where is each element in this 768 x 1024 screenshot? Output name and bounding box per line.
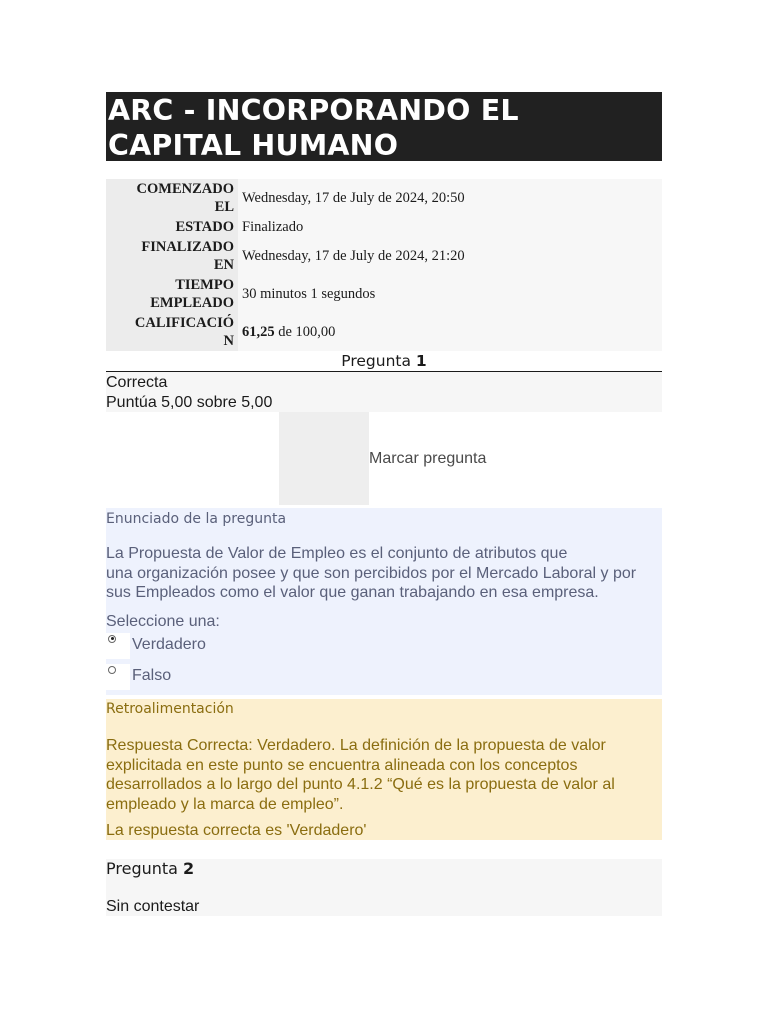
- summary-value: Wednesday, 17 de July de 2024, 21:20: [238, 237, 662, 275]
- summary-row-finished: [106, 237, 662, 275]
- summary-label: CALIFICACIÓ N: [106, 313, 238, 351]
- quiz-review: [106, 92, 662, 916]
- answer-label: Falso: [132, 666, 172, 684]
- summary-label: ESTADO: [106, 217, 238, 237]
- statement-label: Enunciado de la pregunta: [106, 511, 287, 527]
- answer-option-verdadero[interactable]: [106, 631, 662, 662]
- flag-question[interactable]: [106, 412, 662, 508]
- attempt-summary-table: [106, 179, 662, 351]
- summary-row-time: [106, 275, 662, 313]
- summary-value: Finalizado: [238, 217, 662, 237]
- summary-label: COMENZADO EL: [106, 179, 238, 217]
- question-1-feedback: [106, 699, 662, 840]
- radio-unselected-icon[interactable]: [106, 664, 130, 690]
- right-answer: La respuesta correcta es 'Verdadero': [106, 822, 367, 839]
- answer-label: Verdadero: [132, 635, 206, 653]
- summary-value: Wednesday, 17 de July de 2024, 20:50: [238, 179, 662, 217]
- question-2-heading: Pregunta 2: [106, 859, 195, 878]
- page-title: ARC - INCORPORANDO EL CAPITAL HUMANO: [106, 92, 662, 161]
- flag-question-label[interactable]: Marcar pregunta: [369, 450, 487, 467]
- feedback-text: Respuesta Correcta: Verdadero. La definición de la propuesta de valor explicitada en este punto se encuentra alineada con los conceptos desarrollados a lo largo del punto 4.1.2 “Qué es la propuesta de valor al empleado y la marca de empleo”.: [106, 737, 615, 813]
- question-score: Puntúa 5,00 sobre 5,00: [106, 393, 273, 411]
- radio-selected-icon[interactable]: [106, 633, 130, 659]
- summary-value: 30 minutos 1 segundos: [238, 275, 662, 313]
- summary-row-started: [106, 179, 662, 217]
- feedback-label: Retroalimentación: [106, 701, 234, 717]
- question-text: La Propuesta de Valor de Empleo es el conjunto de atributos que una organización posee y que son percibidos por el Mercado Laboral y por sus Empleados como el valor que ganan trabajando en esa empresa.: [106, 545, 637, 601]
- question-status: Sin contestar: [106, 898, 200, 915]
- summary-label: FINALIZADO EN: [106, 237, 238, 275]
- summary-value: 61,25 de 100,00: [238, 313, 662, 351]
- flag-icon[interactable]: [279, 412, 369, 505]
- summary-label: TIEMPO EMPLEADO: [106, 275, 238, 313]
- question-2: [106, 859, 662, 916]
- question-status: Correcta: [106, 374, 168, 391]
- question-1-formulation: [106, 508, 662, 695]
- question-1-heading: Pregunta 1: [106, 351, 662, 372]
- answer-prompt: Seleccione una:: [106, 612, 220, 630]
- summary-row-state: [106, 217, 662, 237]
- answer-option-falso[interactable]: [106, 662, 662, 693]
- question-1-info: [106, 372, 662, 412]
- summary-row-grade: [106, 313, 662, 351]
